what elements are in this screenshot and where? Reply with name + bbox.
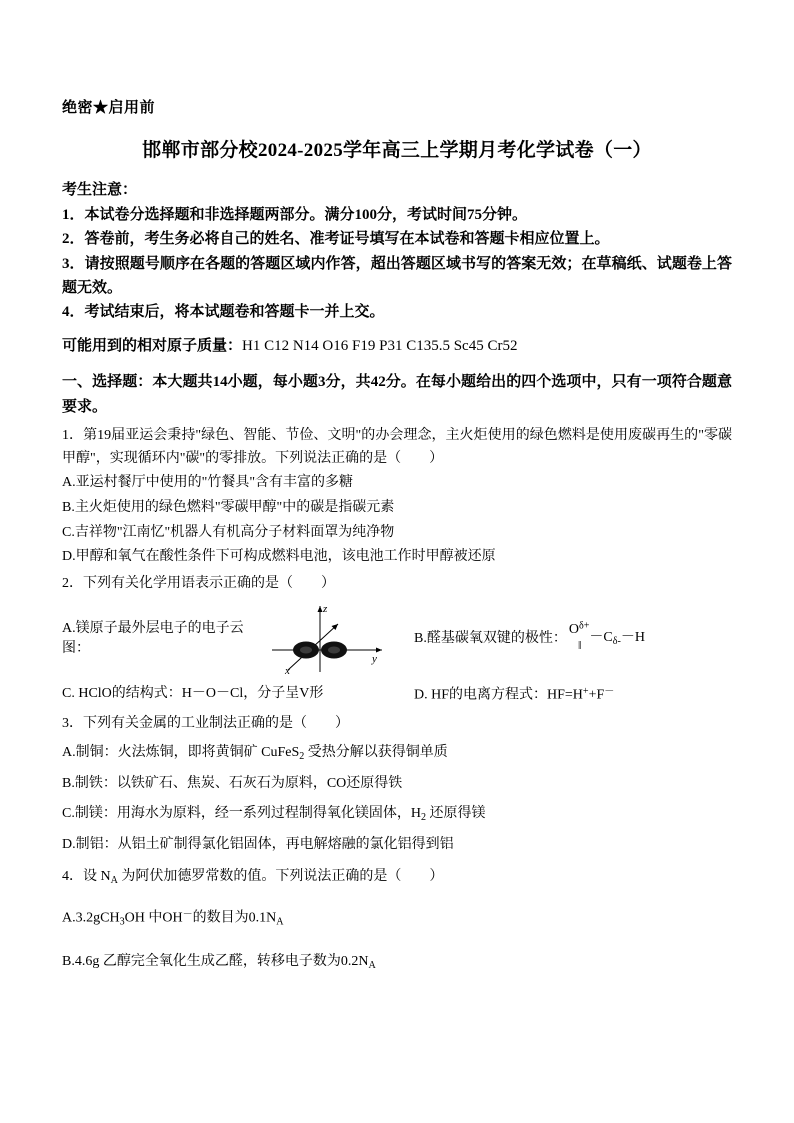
section-one-heading: 一、选择题：本大题共14小题，每小题3分，共42分。在每小题给出的四个选项中，只有一项符合题意要求。 xyxy=(62,374,732,415)
question-2-option-c: C. HClO的结构式：H－O－Cl，分子呈V形 xyxy=(62,685,324,701)
double-bond-icon: ‖ xyxy=(577,638,581,653)
secret-label: 绝密★启用前 xyxy=(62,100,156,116)
notice-item-4: 4．考试结束后，将本试题卷和答题卡一并上交。 xyxy=(62,304,385,321)
notice-item-3: 3．请按照题号顺序在各题的答题区域内作答，超出答题区域书写的答案无效；在草稿纸、试题卷上答题无效。 xyxy=(62,255,732,296)
question-4-number: 4． xyxy=(62,869,83,885)
question-1-text: 第19届亚运会秉持"绿色、智能、节俭、文明"的办会理念，主火炬使用的绿色燃料是使用废碳再生的"零碳甲醇"，实现循环内"碳"的零排放。下列说法正确的是（ ） xyxy=(62,428,732,466)
carbonyl-oxygen: $O^{\delta+}$ xyxy=(568,620,590,638)
carbonyl-structure-formula xyxy=(569,622,590,652)
question-3-text: 下列有关金属的工业制法正确的是（ ） xyxy=(83,716,349,732)
page-title: 邯郸市部分校2024-2025学年高三上学期月考化学试卷（一） xyxy=(142,140,652,161)
question-1-option-a: A.亚运村餐厅中使用的"竹餐具"含有丰富的多糖 xyxy=(62,475,354,491)
question-2-option-b-label: B.醛基碳氧双键的极性： xyxy=(414,630,567,646)
question-2-option-b-chain: $-C_{\delta-}-H$ xyxy=(589,630,645,648)
question-2-text: 下列有关化学用语表示正确的是（ ） xyxy=(83,576,335,592)
notice-title: 考生注意： xyxy=(62,182,138,198)
question-1-option-d: D.甲醇和氧气在酸性条件下可构成燃料电池，该电池工作时甲醇被还原 xyxy=(62,549,496,565)
question-4-option-a: A.3.2gCH$_3$OH 中OH－的数目为$0.1N_A$ xyxy=(62,909,284,928)
question-3-number: 3． xyxy=(62,716,83,732)
question-2-option-d: D. HF的电离方程式：HF=H++F－ xyxy=(414,685,615,703)
question-2-options-ab xyxy=(62,598,732,676)
question-3-option-c: C.制镁：用海水为原料，经一系列过程制得氧化镁固体，$H_2$ 还原得镁 xyxy=(62,806,486,823)
question-1-option-c: C.吉祥物"江南忆"机器人有机高分子材料面罩为纯净物 xyxy=(62,524,395,540)
question-3-option-b: B.制铁：以铁矿石、焦炭、石灰石为原料，CO还原得铁 xyxy=(62,775,403,791)
notice-item-2: 2．答卷前，考生务必将自己的姓名、准考证号填写在本试卷和答题卡相应位置上。 xyxy=(62,231,610,248)
question-4-stem: 4．设 $N_A$ 为阿伏加德罗常数的值。下列说法正确的是（ ） xyxy=(62,869,444,887)
axis-label-x: x xyxy=(285,664,290,676)
question-2-option-b xyxy=(414,622,732,652)
question-2-option-a xyxy=(62,598,414,676)
electron-cloud-diagram-icon xyxy=(264,598,414,676)
question-2-number: 2． xyxy=(62,576,83,592)
question-4-option-b: B.4.6g 乙醇完全氧化生成乙醛，转移电子数为$0.2N_A$ xyxy=(62,953,376,971)
atomic-mass-line xyxy=(62,334,732,358)
axis-label-y: y xyxy=(372,652,377,665)
axis-label-z: z xyxy=(323,602,328,615)
question-3-stem xyxy=(62,713,732,736)
question-2-stem xyxy=(62,573,732,596)
question-1-option-b: B.主火炬使用的绿色燃料"零碳甲醇"中的碳是指碳元素 xyxy=(62,500,395,516)
question-2-option-a-label: A.镁原子最外层电子的电子云图： xyxy=(62,620,244,656)
atomic-mass-values: H1 C12 N14 O16 F19 P31 C135.5 Sc45 Cr52 xyxy=(242,338,518,355)
question-2-options-cd xyxy=(62,682,732,704)
atomic-mass-label: 可能用到的相对原子质量： xyxy=(62,338,243,355)
question-3-option-d: D.制铝：从铝土矿制得氯化铝固体，再电解熔融的氯化铝得到铝 xyxy=(62,836,454,852)
question-3-option-a: A.制铜：火法炼铜，即将黄铜矿 CuFeS$_2$ 受热分解以获得铜单质 xyxy=(62,744,448,762)
question-1-number: 1． xyxy=(62,428,84,444)
question-1-stem xyxy=(62,425,732,470)
notice-item-1: 1．本试卷分选择题和非选择题两部分。满分100分，考试时间75分钟。 xyxy=(62,207,528,223)
